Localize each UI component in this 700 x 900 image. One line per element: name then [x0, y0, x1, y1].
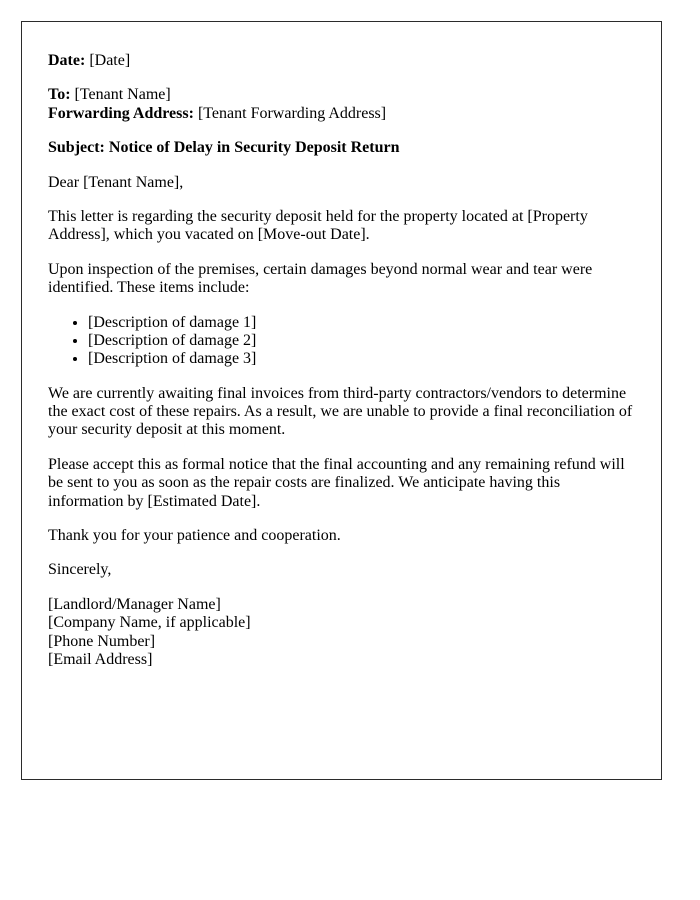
date-line: [48, 52, 635, 70]
damage-list: [48, 314, 635, 369]
letter-container: [21, 21, 662, 780]
signature-block: [48, 596, 635, 670]
damage-list-item: • [Description of damage 2]: [88, 332, 635, 350]
recipient-block: [48, 86, 635, 123]
signature-company: [Company Name, if applicable]: [48, 614, 251, 632]
paragraph-property: This letter is regarding the security deposit held for the property located at [Property Address], which you vacated on [Move-out Date].: [48, 207, 588, 244]
signature-phone: [Phone Number]: [48, 632, 156, 650]
damage-list-item: • [Description of damage 3]: [88, 350, 635, 368]
salutation: Dear [Tenant Name],: [48, 173, 184, 191]
to-label: To:: [48, 86, 71, 104]
forwarding-address-value: [Tenant Forwarding Address]: [197, 104, 387, 122]
date-value: [Date]: [89, 52, 131, 69]
subject-text: Subject: Notice of Delay in Security Deposit Return: [48, 139, 400, 157]
closing: Sincerely,: [48, 561, 112, 579]
paragraph-thanks: Thank you for your patience and cooperation.: [48, 527, 341, 545]
signature-name: [Landlord/Manager Name]: [48, 595, 221, 613]
damage-list-item: • [Description of damage 1]: [88, 314, 635, 332]
date-label: Date:: [48, 52, 86, 69]
paragraph-invoices: We are currently awaiting final invoices from third-party contractors/vendors to determine the exact cost of these repairs. As a result, we are unable to provide a final reconciliation of your security deposit at this moment.: [48, 384, 633, 439]
forwarding-address-line: [48, 105, 635, 123]
to-line: [48, 86, 635, 104]
signature-email: [Email Address]: [48, 650, 153, 668]
to-value: [Tenant Name]: [74, 86, 171, 104]
paragraph-notice: Please accept this as formal notice that the final accounting and any remaining refund will be sent to you as soon as the repair costs are finalized. We anticipate having this information by [Estimated Date].: [48, 455, 625, 510]
forwarding-address-label: Forwarding Address:: [48, 104, 194, 122]
paragraph-inspection: Upon inspection of the premises, certain damages beyond normal wear and tear were identified. These items include:: [48, 260, 593, 297]
subject-line: [48, 139, 635, 157]
